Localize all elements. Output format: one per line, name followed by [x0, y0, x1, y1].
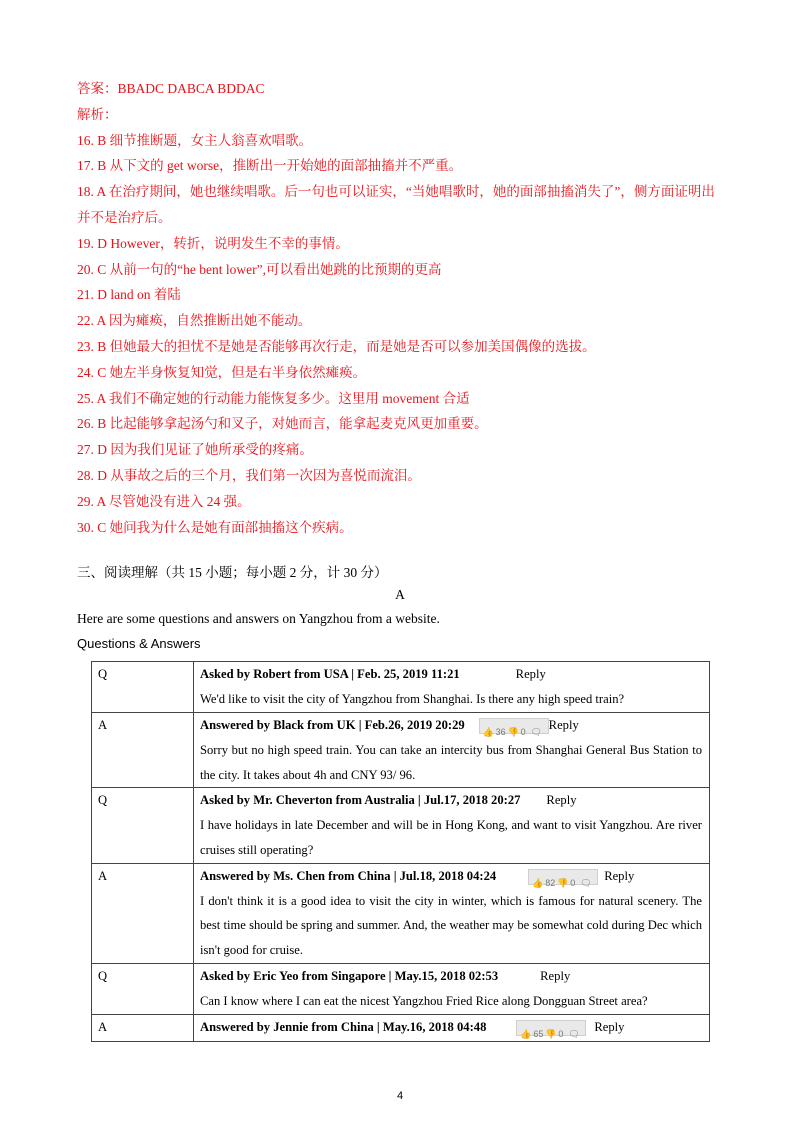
qa-table: [91, 661, 710, 1042]
thumbs-down-icon[interactable]: 👎: [507, 727, 519, 738]
explanation-item: 24. C 她左半身恢复知觉，但是右半身依然瘫痪。: [77, 364, 367, 380]
table-row: [92, 863, 710, 963]
entry-text: Sorry but no high speed train. You can take an intercity bus from Shanghai General Bus Station to the city. It takes about 4h and CNY 93/ 96.: [200, 742, 702, 782]
reply-link[interactable]: Reply: [540, 968, 571, 983]
entry-body: [194, 662, 710, 713]
explanation-heading: 解析：: [77, 106, 118, 122]
thumbs-up-icon[interactable]: 👍: [532, 877, 544, 888]
entry-body: [194, 788, 710, 863]
reply-link[interactable]: Reply: [594, 1019, 625, 1034]
table-row: [92, 963, 710, 1014]
reply-link[interactable]: Reply: [548, 718, 579, 732]
table-row: [92, 1014, 710, 1041]
dislike-count: 0: [520, 727, 526, 738]
comment-icon[interactable]: 🗨: [568, 1029, 580, 1040]
entry-body: [194, 1014, 710, 1041]
like-count: 65: [533, 1029, 544, 1040]
entry-text: I don't think it is a good idea to visit the city in winter, which is famous for natural scenery. The best time should be spring and summer. And, the weather may be somewhat cold during Dec which isn't good for cruise.: [200, 893, 702, 958]
entry-text: We'd like to visit the city of Yangzhou from Shanghai. Is there any high speed train?: [200, 691, 625, 706]
explanation-item: 21. D land on 着陆: [77, 287, 181, 303]
entry-type: A: [92, 863, 194, 963]
explanation-item: 16. B 细节推断题，女主人翁喜欢唱歌。: [77, 132, 313, 148]
thumbs-down-icon[interactable]: 👎: [557, 877, 569, 888]
like-count: 36: [495, 727, 506, 738]
entry-body: [194, 713, 710, 788]
dislike-count: 0: [558, 1029, 564, 1040]
explanation-item: 27. D 因为我们见证了她所承受的疼痛。: [77, 442, 313, 458]
explanation-item: 19. D However，转折，说明发生不幸的事情。: [77, 235, 349, 251]
explanation-item: 29. A 尽管她没有进入 24 强。: [77, 493, 251, 509]
entry-type: Q: [92, 662, 194, 713]
entry-header: Answered by Ms. Chen from China | Jul.18, 2018 04:24: [200, 868, 497, 883]
comment-icon[interactable]: 🗨: [530, 727, 543, 738]
entry-type: Q: [92, 788, 194, 863]
vote-widget[interactable]: [516, 1020, 586, 1040]
page-number: 4: [396, 1090, 404, 1102]
entry-header: Asked by Robert from USA | Feb. 25, 2019 11:21: [200, 667, 460, 681]
table-row: [92, 788, 710, 863]
entry-header: Answered by Jennie from China | May.16, 2018 04:48: [200, 1019, 487, 1034]
table-row: [92, 713, 710, 788]
entry-body: [194, 863, 710, 963]
dislike-count: 0: [570, 877, 576, 888]
answer-explanations: [77, 76, 727, 540]
explanation-item: 22. A 因为瘫痪，自然推断出她不能动。: [77, 313, 312, 329]
explanation-item: 18. A 在治疗期间，她也继续唱歌。后一句也可以证实，“当她唱歌时，她的面部抽搐消失了”，侧方面证明出并不是治疗后。: [77, 184, 715, 225]
qa-title: Questions & Answers: [77, 636, 201, 651]
entry-text: Can I know where I can eat the nicest Yangzhou Fried Rice along Dongguan Street area?: [200, 993, 648, 1008]
table-row: [92, 662, 710, 713]
vote-widget[interactable]: [528, 869, 598, 888]
entry-text: I have holidays in late December and will be in Hong Kong, and want to visit Yangzhou. Are river cruises still operating?: [200, 818, 702, 857]
entry-header: Asked by Mr. Cheverton from Australia | Jul.17, 2018 20:27: [200, 793, 521, 808]
comment-icon[interactable]: 🗨: [580, 877, 592, 888]
thumbs-up-icon[interactable]: 👍: [482, 727, 494, 738]
entry-header: Asked by Eric Yeo from Singapore | May.15, 2018 02:53: [200, 968, 499, 983]
answer-key: 答案：BBADC DABCA BDDAC: [77, 81, 265, 96]
like-count: 82: [545, 877, 556, 888]
explanation-item: 26. B 比起能够拿起汤勺和叉子，对她而言，能拿起麦克风更加重要。: [77, 416, 488, 432]
part-label: A: [395, 587, 405, 602]
entry-type: Q: [92, 963, 194, 1014]
section-title: 三、阅读理解（共 15 小题；每小题 2 分，计 30 分）: [77, 565, 388, 580]
reply-link[interactable]: Reply: [604, 868, 635, 883]
explanation-item: 20. C 从前一句的“he bent lower”,可以看出她跳的比预期的更高: [77, 261, 442, 277]
vote-widget[interactable]: [479, 718, 549, 738]
entry-type: A: [92, 713, 194, 788]
passage-intro: Here are some questions and answers on Yangzhou from a website.: [77, 611, 440, 626]
explanation-item: 17. B 从下文的 get worse，推断出一开始她的面部抽搐并不严重。: [77, 158, 463, 174]
thumbs-down-icon[interactable]: 👎: [545, 1029, 557, 1040]
reply-link[interactable]: Reply: [515, 667, 546, 681]
entry-type: A: [92, 1014, 194, 1041]
explanation-item: 30. C 她问我为什么是她有面部抽搐这个疾病。: [77, 519, 353, 535]
explanation-item: 23. B 但她最大的担忧不是她是否能够再次行走，而是她是否可以参加美国偶像的选拔。: [77, 338, 596, 354]
entry-body: [194, 963, 710, 1014]
thumbs-up-icon[interactable]: 👍: [520, 1029, 532, 1040]
explanation-item: 25. A 我们不确定她的行动能力能恢复多少。这里用 movement 合适: [77, 390, 470, 406]
reply-link[interactable]: Reply: [546, 793, 577, 808]
explanation-item: 28. D 从事故之后的三个月，我们第一次因为喜悦而流泪。: [77, 467, 421, 483]
entry-header: Answered by Black from UK | Feb.26, 2019 20:29: [200, 718, 465, 732]
